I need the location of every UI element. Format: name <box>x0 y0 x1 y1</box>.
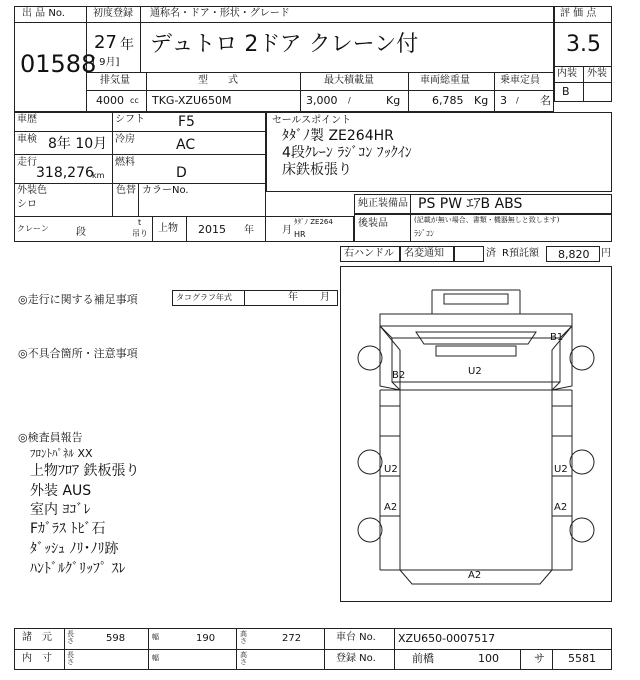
inspector-line: ﾀﾞｯｼｭ ﾉﾘ･ﾉﾘ跡 <box>30 541 119 557</box>
reg-year: 27 <box>94 32 117 53</box>
inspector-line: 室内 ﾖｺﾞﾚ <box>30 502 91 518</box>
damage-mark: B2 <box>392 370 406 381</box>
lot-label: 出 品 No. <box>22 8 65 19</box>
equipment-value: PS PW ｴｱB ABS <box>418 196 523 212</box>
model-label: 通称名・ドア・形状・グレード <box>150 8 290 19</box>
tacho-month-unit: 月 <box>320 292 330 303</box>
recycle-unit: 円 <box>601 248 611 259</box>
recycle-value: 8,820 <box>558 248 590 261</box>
reg-month: [ 9月] <box>92 57 120 68</box>
chassis-label: 車台 No. <box>336 632 376 643</box>
tacho-year-unit: 年 <box>288 292 298 303</box>
registration-number: 5581 <box>568 652 596 665</box>
aftermarket-label: 後装品 <box>358 218 388 229</box>
name-change-label: 名変通知 <box>404 248 444 259</box>
displacement-unit: cc <box>130 96 139 105</box>
upper-label: 上物 <box>158 223 178 234</box>
interior-grade: B <box>562 85 570 98</box>
inner-width-label: 幅 <box>152 654 159 662</box>
handle-side: 右ハンドル <box>344 248 394 259</box>
type-value: TKG-XZU650M <box>152 94 232 107</box>
max-load-value: 3,000 <box>306 94 338 107</box>
crane-label: クレーン <box>17 224 49 233</box>
registration-kana: サ <box>534 652 545 665</box>
width-value: 190 <box>196 633 216 644</box>
crane-lift-unit: 吊り <box>132 229 148 238</box>
exterior-label: 外装 <box>587 68 607 79</box>
exterior-color-label: 外装色 <box>17 185 47 196</box>
inspector-line: ﾊﾝﾄﾞﾙｸﾞﾘｯﾌﾟ ｽﾚ <box>30 561 126 577</box>
crane-ton-unit: t <box>138 218 142 227</box>
inspection-label: 車検 <box>17 134 37 145</box>
damage-mark: A2 <box>468 570 482 581</box>
capacity-label: 乗車定員 <box>500 75 540 86</box>
max-load-unit: Kg <box>386 94 401 107</box>
equipment-label: 純正装備品 <box>358 198 408 209</box>
interior-label: 内装 <box>557 68 577 79</box>
shift-label: シフト <box>115 114 145 125</box>
inspector-line: 外装 AUS <box>30 483 92 499</box>
capacity-unit: 名 <box>540 94 551 107</box>
crane-stage-unit: 段 <box>76 227 86 238</box>
registration-label: 登録 No. <box>336 653 376 664</box>
capacity-value: 3 <box>500 94 507 107</box>
damage-mark: B1 <box>550 332 564 343</box>
upper-maker: ﾀﾀﾞﾉ ZE264 <box>294 218 333 226</box>
height-label: 高さ <box>240 630 247 645</box>
chassis-number: XZU650-0007517 <box>398 632 496 645</box>
tacho-label: タコグラフ年式 <box>176 293 232 302</box>
reg-year-unit: 年 <box>120 37 134 53</box>
max-load-label: 最大積載量 <box>324 75 374 86</box>
interior-dims-label: 内 寸 <box>22 653 52 664</box>
shift-value: F5 <box>178 114 195 130</box>
inspector-label: ◎検査員報告 <box>18 431 83 444</box>
damage-mark: A2 <box>554 502 568 513</box>
score-value: 3.5 <box>566 32 601 57</box>
driving-notes-label: ◎走行に関する補足事項 <box>18 293 138 306</box>
model-name: デュトロ 2ドア クレーン付 <box>150 32 419 57</box>
length-value: 598 <box>106 633 126 644</box>
mileage-unit: km <box>92 171 105 180</box>
exterior-color-value: シロ <box>17 199 37 210</box>
gross-weight-value: 6,785 <box>432 94 464 107</box>
score-label: 評 価 点 <box>560 8 597 19</box>
damage-marks <box>384 332 568 581</box>
gross-weight-unit: Kg <box>474 94 489 107</box>
gross-weight-label: 車両総重量 <box>420 75 470 86</box>
aftermarket-note: (記載が無い場合、書類・機器無しと致します) <box>414 216 560 224</box>
mileage-label: 走行 <box>17 157 37 168</box>
defects-label: ◎不具合箇所・注意事項 <box>18 347 138 360</box>
type-label: 型 式 <box>198 75 238 86</box>
fuel-value: D <box>176 165 187 181</box>
upper-year: 2015 <box>198 223 226 236</box>
upper-month-unit: 月 <box>282 225 292 236</box>
inspector-line: Fｶﾞﾗｽ ﾄﾋﾞ石 <box>30 521 106 537</box>
inner-length-label: 長さ <box>67 651 74 666</box>
sales-point-line: ﾀﾀﾞﾉ製 ZE264HR <box>282 128 394 144</box>
inner-height-label: 高さ <box>240 651 247 666</box>
color-no-label: カラーNo. <box>142 185 189 196</box>
damage-mark: U2 <box>468 366 482 377</box>
mileage-value: 318,276 <box>36 165 94 181</box>
length-label: 長さ <box>67 630 74 645</box>
damage-mark: U2 <box>554 464 568 475</box>
displacement-label: 排気量 <box>100 75 130 86</box>
inspector-line: ﾌﾛﾝﾄﾊﾟﾈﾙ XX <box>30 447 93 460</box>
history-label: 車歴 <box>17 114 37 125</box>
upper-year-unit: 年 <box>244 225 254 236</box>
color-change-label: 色替 <box>116 185 136 196</box>
width-label: 幅 <box>152 633 159 641</box>
recycle-label: R預託額 <box>502 248 539 259</box>
name-change-box <box>454 246 484 262</box>
registration-place: 前橋 <box>412 652 434 665</box>
upper-model: HR <box>294 230 306 239</box>
aircon-label: 冷房 <box>115 134 135 145</box>
damage-mark: U2 <box>384 464 398 475</box>
dims-label: 諸 元 <box>22 632 52 643</box>
first-reg-label: 初度登録 <box>93 8 133 19</box>
aircon-value: AC <box>176 137 196 153</box>
fuel-label: 燃料 <box>115 157 135 168</box>
sales-point-line: 床鉄板張り <box>282 162 352 178</box>
lot-number: 01588 <box>20 50 97 78</box>
aftermarket-value: ﾗｼﾞｺﾝ <box>414 229 434 238</box>
recycle-prefix: 済 <box>486 248 496 259</box>
sales-point-line: 4段ｸﾚｰﾝ ﾗｼﾞｺﾝ ﾌｯｸｲﾝ <box>282 145 412 161</box>
sales-points-label: セールスポイント <box>272 115 352 126</box>
damage-mark: A2 <box>384 502 398 513</box>
auction-sheet: 出 品 No. 01588 初度登録 通称名・ドア・形状・グレード 27 年 [ 9月] デュトロ 2ドア クレーン付 評 価 点 3.5 内装 外装 B 排気量 4000 cc 型 式 TKG-XZU650M 最大積載量 3,000 / Kg 車両総重量 6,785 Kg 乗車定員 3 / 名 車歴 シフト F5 車検 8年 10月 冷房 AC 走行 318,276 km 燃料 D 外装色 シロ 色替 カラーNo. クレーン 段 t 吊り 上物 2015 年 月 ﾀﾀﾞﾉ ZE264 HR セールスポイント ﾀﾀﾞﾉ製 ZE264HR 4段ｸﾚｰﾝ ﾗｼﾞｺﾝ ﾌｯｸｲﾝ 床鉄板張り 純正装備品 PS PW ｴｱB ABS 後装品 (記載が無い場合、書類・機器無しと致します) ﾗｼﾞｺﾝ 右ハンドル 名変通知 済 R預託額 8,820 円 ◎走行に関する補足事項 タコグラフ年式 年 月 ◎不具合箇所・注意事項 ◎検査員報告 ﾌﾛﾝﾄﾊﾟﾈﾙ XX 上物ﾌﾛｱ 鉄板張り 外装 AUS 室内 ﾖｺﾞﾚ Fｶﾞﾗｽ ﾄﾋﾞ石 ﾀﾞｯｼｭ ﾉﾘ･ﾉﾘ跡 ﾊﾝﾄﾞﾙｸﾞﾘｯﾌﾟ ｽﾚ B1 B2 U2 U2 U2 A2 A2 A2 諸 元 長さ 598 幅 190 高さ 272 車台 No. XZU650-0007517 内 寸 長さ 幅 高さ 登録 No. 前橋 100 サ 5581 <box>0 0 640 680</box>
truck-damage-diagram <box>340 266 612 602</box>
height-value: 272 <box>282 633 302 644</box>
inspector-line: 上物ﾌﾛｱ 鉄板張り <box>30 463 140 479</box>
registration-class: 100 <box>478 652 499 665</box>
displacement-value: 4000 <box>96 94 124 107</box>
inspection-value: 8年 10月 <box>48 136 108 152</box>
